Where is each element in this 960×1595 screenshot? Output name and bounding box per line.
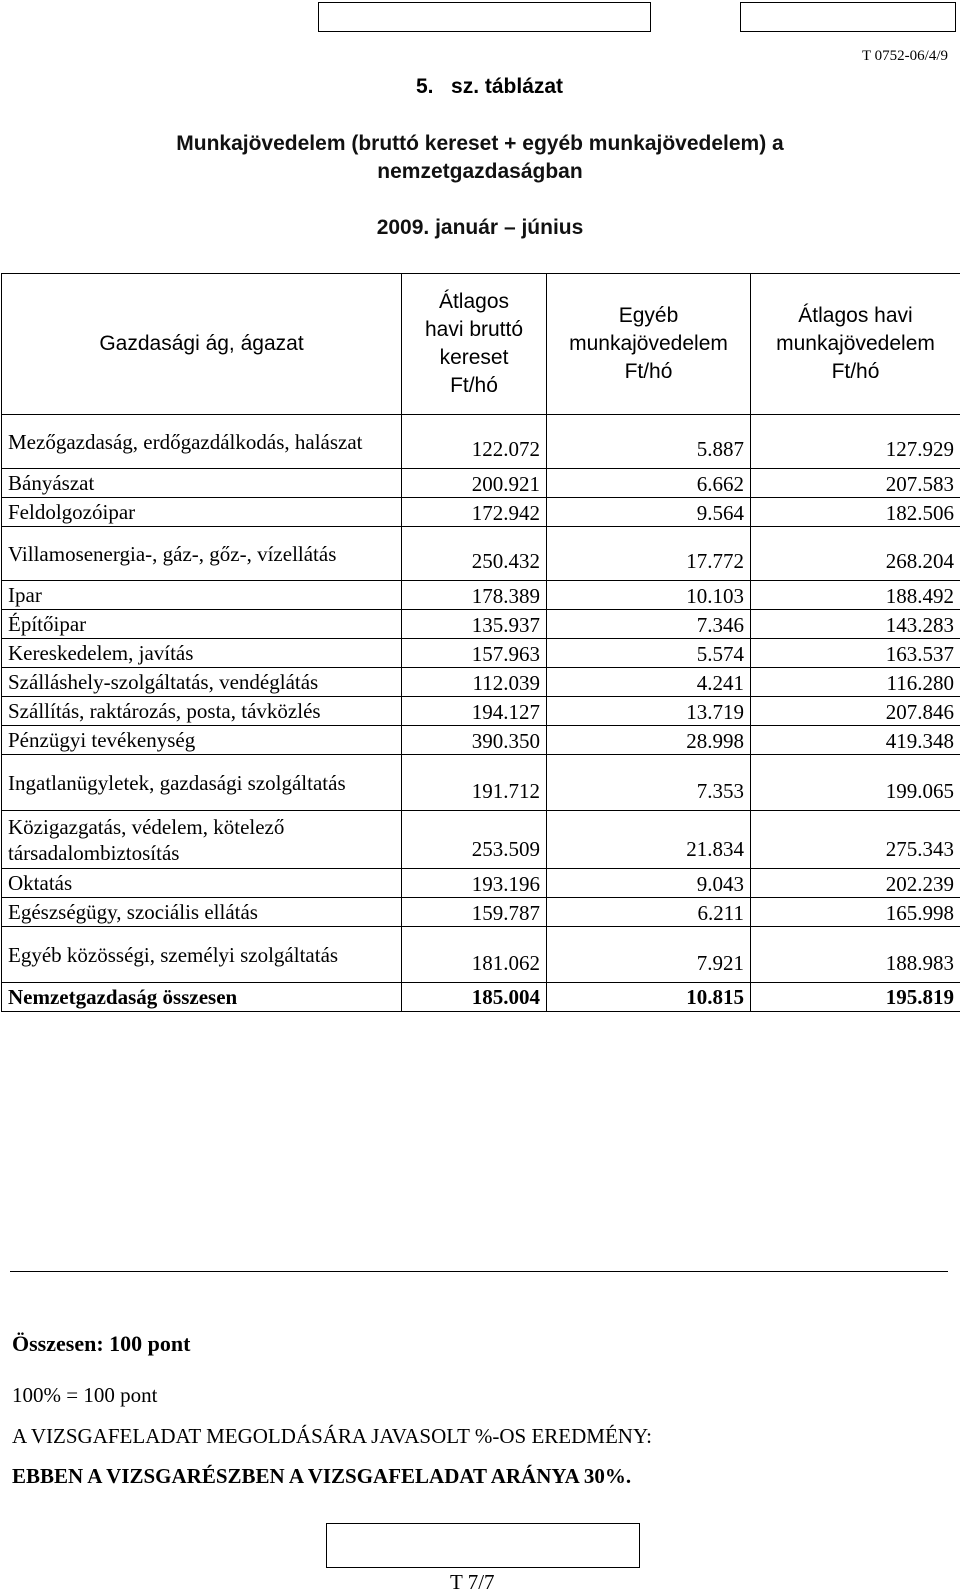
table-row — [2, 469, 960, 498]
sector-name: Egészségügy, szociális ellátás — [2, 898, 402, 927]
total-label: Nemzetgazdaság összesen — [2, 983, 402, 1012]
sector-name: Építőipar — [2, 610, 402, 639]
header-avg-income: Átlagos havi munkajövedelem Ft/hó — [751, 274, 960, 415]
table-row — [2, 726, 960, 755]
other-income-value: 6.662 — [547, 469, 751, 498]
avg-income-value: 188.492 — [751, 581, 960, 610]
avg-income-value: 202.239 — [751, 869, 960, 898]
gross-wage-value: 200.921 — [402, 469, 547, 498]
sector-name: Villamosenergia-, gáz-, gőz-, vízellátás — [2, 527, 402, 581]
gross-wage-value: 253.509 — [402, 811, 547, 869]
table-row — [2, 869, 960, 898]
table-row — [2, 927, 960, 983]
document-code: T 0752-06/4/9 — [862, 48, 948, 65]
income-table — [1, 273, 960, 1012]
header-sector: Gazdasági ág, ágazat — [2, 274, 402, 415]
table-number: 5. sz. táblázat — [416, 75, 563, 99]
gross-wage-value: 178.389 — [402, 581, 547, 610]
avg-income-value: 275.343 — [751, 811, 960, 869]
gross-wage-value: 193.196 — [402, 869, 547, 898]
footer-divider — [10, 1271, 948, 1272]
total-points: Összesen: 100 pont — [12, 1331, 190, 1357]
sector-name: Közigazgatás, védelem, kötelező társadalombiztosítás — [2, 811, 402, 869]
table-row — [2, 811, 960, 869]
page-number: T 7/7 — [450, 1570, 495, 1595]
gross-wage-value: 135.937 — [402, 610, 547, 639]
gross-wage-value: 172.942 — [402, 498, 547, 527]
table-title-line1: Munkajövedelem (bruttó kereset + egyéb munkajövedelem) a — [0, 132, 960, 156]
sector-name: Kereskedelem, javítás — [2, 639, 402, 668]
table-row — [2, 697, 960, 726]
percent-points: 100% = 100 pont — [12, 1383, 157, 1408]
table-row — [2, 668, 960, 697]
other-income-value: 21.834 — [547, 811, 751, 869]
other-income-value: 5.887 — [547, 415, 751, 469]
avg-income-value: 419.348 — [751, 726, 960, 755]
table-row — [2, 898, 960, 927]
gross-wage-value: 194.127 — [402, 697, 547, 726]
gross-wage-value: 390.350 — [402, 726, 547, 755]
sector-name: Ipar — [2, 581, 402, 610]
exam-ratio: EBBEN A VIZSGARÉSZBEN A VIZSGAFELADAT ARÁNYA 30%. — [12, 1464, 631, 1489]
suggested-result: A VIZSGAFELADAT MEGOLDÁSÁRA JAVASOLT %-OS EREDMÉNY: — [12, 1424, 652, 1449]
avg-income-value: 199.065 — [751, 755, 960, 811]
sector-name: Bányászat — [2, 469, 402, 498]
other-income-value: 7.346 — [547, 610, 751, 639]
other-income-value: 7.921 — [547, 927, 751, 983]
avg-income-value: 188.983 — [751, 927, 960, 983]
gross-wage-value: 250.432 — [402, 527, 547, 581]
other-income-value: 17.772 — [547, 527, 751, 581]
total-other-income: 10.815 — [547, 983, 751, 1012]
table-row — [2, 498, 960, 527]
sector-name: Mezőgazdaság, erdőgazdálkodás, halászat — [2, 415, 402, 469]
gross-wage-value: 191.712 — [402, 755, 547, 811]
table-row — [2, 415, 960, 469]
sector-name: Szálláshely-szolgáltatás, vendéglátás — [2, 668, 402, 697]
table-title-line2: nemzetgazdaságban — [0, 160, 960, 184]
table-total-row — [2, 983, 960, 1012]
avg-income-value: 207.846 — [751, 697, 960, 726]
avg-income-value: 207.583 — [751, 469, 960, 498]
avg-income-value: 116.280 — [751, 668, 960, 697]
table-row — [2, 527, 960, 581]
avg-income-value: 182.506 — [751, 498, 960, 527]
gross-wage-value: 157.963 — [402, 639, 547, 668]
other-income-value: 9.564 — [547, 498, 751, 527]
other-income-value: 28.998 — [547, 726, 751, 755]
other-income-value: 10.103 — [547, 581, 751, 610]
other-income-value: 9.043 — [547, 869, 751, 898]
sector-name: Oktatás — [2, 869, 402, 898]
avg-income-value: 127.929 — [751, 415, 960, 469]
table-row — [2, 755, 960, 811]
gross-wage-value: 159.787 — [402, 898, 547, 927]
header-gross-wage: Átlagos havi bruttó kereset Ft/hó — [402, 274, 547, 415]
other-income-value: 7.353 — [547, 755, 751, 811]
other-income-value: 4.241 — [547, 668, 751, 697]
other-income-value: 6.211 — [547, 898, 751, 927]
table-row — [2, 581, 960, 610]
avg-income-value: 165.998 — [751, 898, 960, 927]
sector-name: Ingatlanügyletek, gazdasági szolgáltatás — [2, 755, 402, 811]
table-row — [2, 610, 960, 639]
other-income-value: 5.574 — [547, 639, 751, 668]
table-period: 2009. január – június — [0, 216, 960, 240]
other-income-value: 13.719 — [547, 697, 751, 726]
avg-income-value: 268.204 — [751, 527, 960, 581]
table-row — [2, 639, 960, 668]
gross-wage-value: 181.062 — [402, 927, 547, 983]
sector-name: Egyéb közösségi, személyi szolgáltatás — [2, 927, 402, 983]
header-other-income: Egyéb munkajövedelem Ft/hó — [547, 274, 751, 415]
top-score-box-right[interactable] — [740, 2, 956, 32]
total-avg-income: 195.819 — [751, 983, 960, 1012]
avg-income-value: 143.283 — [751, 610, 960, 639]
avg-income-value: 163.537 — [751, 639, 960, 668]
sector-name: Pénzügyi tevékenység — [2, 726, 402, 755]
gross-wage-value: 122.072 — [402, 415, 547, 469]
table-header-row — [2, 274, 960, 415]
sector-name: Szállítás, raktározás, posta, távközlés — [2, 697, 402, 726]
bottom-score-box[interactable] — [326, 1523, 640, 1568]
total-gross-wage: 185.004 — [402, 983, 547, 1012]
top-score-box-left[interactable] — [318, 2, 651, 32]
gross-wage-value: 112.039 — [402, 668, 547, 697]
sector-name: Feldolgozóipar — [2, 498, 402, 527]
